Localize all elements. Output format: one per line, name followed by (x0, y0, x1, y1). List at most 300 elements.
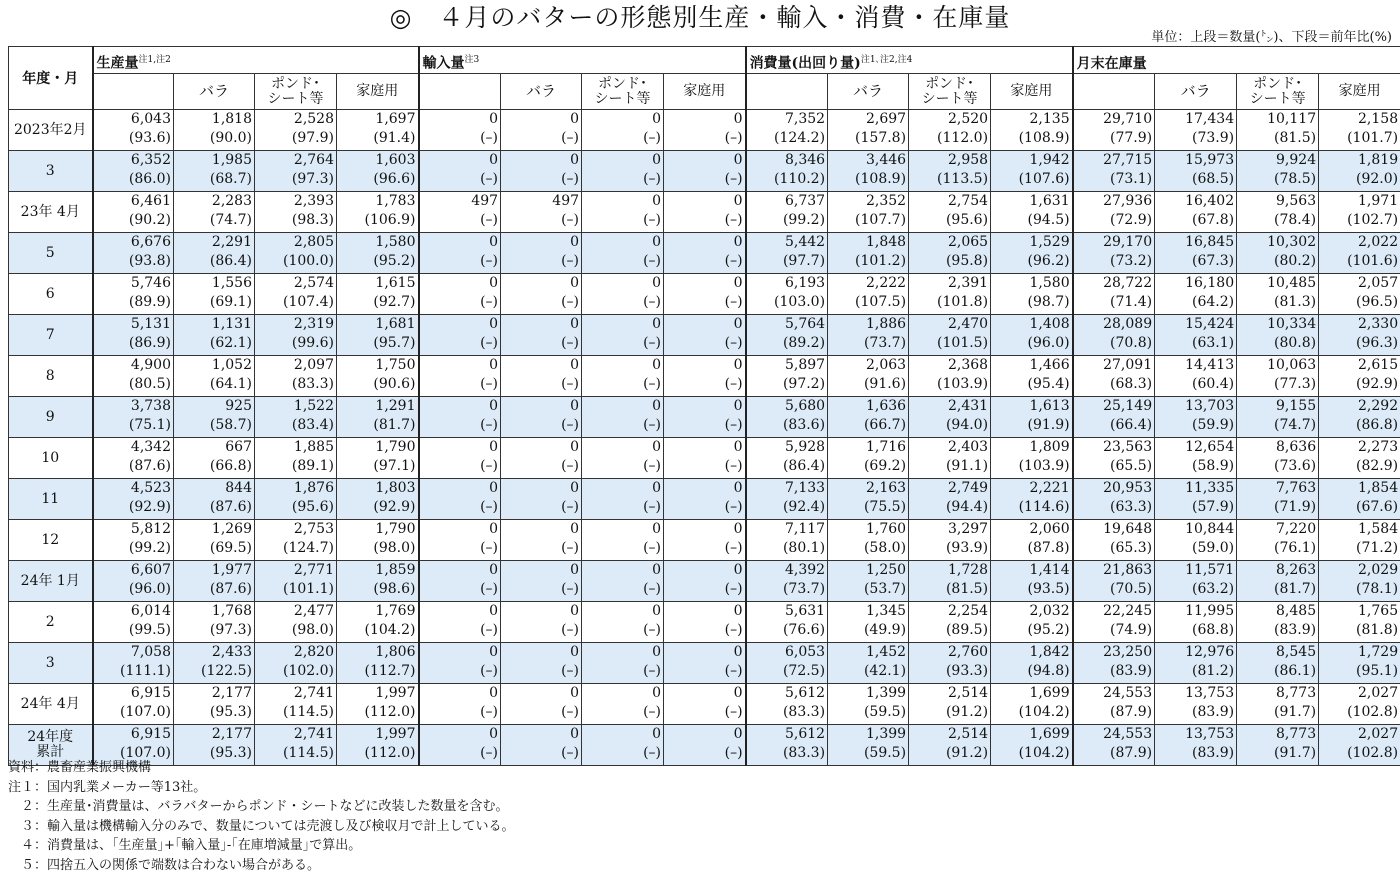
data-cell: 2,391 (101.8) (909, 274, 991, 315)
data-cell: 1,985 (68.7) (174, 151, 255, 192)
data-cell: 0 (–) (419, 151, 501, 192)
header-production: 生産量$^{注1,注2}$ (93, 47, 419, 74)
data-cell: 0 (–) (582, 520, 664, 561)
data-cell: 2,368 (103.9) (909, 356, 991, 397)
data-cell: 8,545 (86.1) (1237, 643, 1319, 684)
data-cell: 2,403 (91.1) (909, 438, 991, 479)
data-cell: 0 (–) (582, 356, 664, 397)
data-cell: 2,805 (100.0) (255, 233, 337, 274)
data-cell: 1,997 (112.0) (337, 684, 419, 725)
data-cell: 2,177 (95.3) (174, 725, 255, 766)
data-cell: 5,612 (83.3) (746, 725, 828, 766)
data-cell: 1,603 (96.6) (337, 151, 419, 192)
data-cell: 16,402 (67.8) (1155, 192, 1237, 233)
data-cell: 0 (–) (664, 110, 746, 151)
data-cell: 1,769 (104.2) (337, 602, 419, 643)
data-cell: 0 (–) (419, 315, 501, 356)
data-cell: 17,434 (73.9) (1155, 110, 1237, 151)
header-bara: バラ (501, 74, 582, 110)
data-cell: 0 (–) (582, 479, 664, 520)
data-cell: 5,928 (86.4) (746, 438, 828, 479)
data-cell: 1,809 (103.9) (991, 438, 1073, 479)
data-cell: 2,615 (92.9) (1319, 356, 1400, 397)
table-row (9, 110, 1400, 151)
data-cell: 1,783 (106.9) (337, 192, 419, 233)
data-cell: 0 (–) (419, 602, 501, 643)
data-cell: 1,699 (104.2) (991, 684, 1073, 725)
data-cell: 1,765 (81.8) (1319, 602, 1400, 643)
data-cell: 0 (–) (501, 725, 582, 766)
data-cell: 10,485 (81.3) (1237, 274, 1319, 315)
data-cell: 21,863 (70.5) (1073, 561, 1155, 602)
data-cell: 0 (–) (501, 315, 582, 356)
row-label: 11 (9, 479, 93, 520)
data-cell: 0 (–) (664, 561, 746, 602)
header-home-use: 家庭用 (337, 74, 419, 110)
data-cell: 6,053 (72.5) (746, 643, 828, 684)
data-cell: 6,607 (96.0) (93, 561, 174, 602)
data-cell: 0 (–) (501, 438, 582, 479)
data-cell: 5,442 (97.7) (746, 233, 828, 274)
data-cell: 15,973 (68.5) (1155, 151, 1237, 192)
data-cell: 0 (–) (582, 725, 664, 766)
data-cell: 5,131 (86.9) (93, 315, 174, 356)
table-row (9, 643, 1400, 684)
data-cell: 29,170 (73.2) (1073, 233, 1155, 274)
table-row (9, 479, 1400, 520)
data-cell: 2,158 (101.7) (1319, 110, 1400, 151)
header-pound-sheet: ポンド･ シート等 (582, 74, 664, 110)
data-cell: 2,330 (96.3) (1319, 315, 1400, 356)
data-cell: 3,297 (93.9) (909, 520, 991, 561)
data-cell: 1,399 (59.5) (828, 684, 909, 725)
data-cell: 2,032 (95.2) (991, 602, 1073, 643)
row-label: 8 (9, 356, 93, 397)
data-cell: 0 (–) (501, 479, 582, 520)
row-label: 2023年2月 (9, 110, 93, 151)
data-cell: 1,729 (95.1) (1319, 643, 1400, 684)
header-bara: バラ (1155, 74, 1237, 110)
header-stock: 月末在庫量 (1073, 47, 1400, 74)
row-label: 24年 1月 (9, 561, 93, 602)
header-bara: バラ (174, 74, 255, 110)
data-cell: 0 (–) (582, 151, 664, 192)
data-cell: 0 (–) (664, 438, 746, 479)
data-cell: 1,631 (94.5) (991, 192, 1073, 233)
data-cell: 2,477 (98.0) (255, 602, 337, 643)
data-cell: 7,220 (76.1) (1237, 520, 1319, 561)
data-cell: 2,022 (101.6) (1319, 233, 1400, 274)
data-cell: 27,091 (68.3) (1073, 356, 1155, 397)
data-cell: 27,936 (72.9) (1073, 192, 1155, 233)
data-cell: 10,117 (81.5) (1237, 110, 1319, 151)
data-cell: 8,773 (91.7) (1237, 684, 1319, 725)
header-total-cell (93, 74, 174, 110)
data-cell: 2,060 (87.8) (991, 520, 1073, 561)
data-cell: 0 (–) (419, 110, 501, 151)
data-cell: 7,133 (92.4) (746, 479, 828, 520)
data-cell: 0 (–) (582, 438, 664, 479)
data-cell: 1,636 (66.7) (828, 397, 909, 438)
data-cell: 0 (–) (501, 643, 582, 684)
data-cell: 4,392 (73.7) (746, 561, 828, 602)
data-cell: 1,790 (98.0) (337, 520, 419, 561)
data-cell: 0 (–) (582, 684, 664, 725)
data-cell: 2,764 (97.3) (255, 151, 337, 192)
data-cell: 1,885 (89.1) (255, 438, 337, 479)
data-cell: 22,245 (74.9) (1073, 602, 1155, 643)
data-cell: 0 (–) (501, 602, 582, 643)
data-cell: 16,180 (64.2) (1155, 274, 1237, 315)
table-row (9, 233, 1400, 274)
data-cell: 10,844 (59.0) (1155, 520, 1237, 561)
data-cell: 1,854 (67.6) (1319, 479, 1400, 520)
data-cell: 2,433 (122.5) (174, 643, 255, 684)
data-cell: 2,741 (114.5) (255, 684, 337, 725)
row-label: 24年 4月 (9, 684, 93, 725)
data-cell: 5,764 (89.2) (746, 315, 828, 356)
header-pound-sheet: ポンド･ シート等 (1237, 74, 1319, 110)
data-cell: 2,741 (114.5) (255, 725, 337, 766)
data-cell: 1,997 (112.0) (337, 725, 419, 766)
data-cell: 0 (–) (664, 315, 746, 356)
data-cell: 0 (–) (582, 602, 664, 643)
data-cell: 1,842 (94.8) (991, 643, 1073, 684)
data-cell: 1,977 (87.6) (174, 561, 255, 602)
data-cell: 5,746 (89.9) (93, 274, 174, 315)
data-cell: 0 (–) (582, 192, 664, 233)
data-cell: 1,250 (53.7) (828, 561, 909, 602)
data-cell: 7,352 (124.2) (746, 110, 828, 151)
row-label: 9 (9, 397, 93, 438)
data-cell: 0 (–) (501, 274, 582, 315)
footnote-line: 注１：国内乳業メーカー等13社。 (8, 779, 207, 795)
data-cell: 1,750 (90.6) (337, 356, 419, 397)
data-cell: 0 (–) (582, 561, 664, 602)
data-cell: 1,452 (42.1) (828, 643, 909, 684)
data-cell: 1,971 (102.7) (1319, 192, 1400, 233)
data-cell: 925 (58.7) (174, 397, 255, 438)
data-cell: 2,065 (95.8) (909, 233, 991, 274)
table-row (9, 397, 1400, 438)
data-cell: 1,466 (95.4) (991, 356, 1073, 397)
data-cell: 2,292 (86.8) (1319, 397, 1400, 438)
data-cell: 0 (–) (419, 438, 501, 479)
data-cell: 2,393 (98.3) (255, 192, 337, 233)
data-cell: 0 (–) (501, 561, 582, 602)
data-cell: 2,753 (124.7) (255, 520, 337, 561)
data-cell: 0 (–) (664, 233, 746, 274)
data-cell: 10,302 (80.2) (1237, 233, 1319, 274)
data-cell: 1,414 (93.5) (991, 561, 1073, 602)
data-cell: 0 (–) (501, 356, 582, 397)
data-cell: 12,976 (81.2) (1155, 643, 1237, 684)
data-cell: 2,291 (86.4) (174, 233, 255, 274)
data-cell: 0 (–) (419, 643, 501, 684)
data-cell: 2,027 (102.8) (1319, 684, 1400, 725)
data-cell: 2,221 (114.6) (991, 479, 1073, 520)
table-row (9, 602, 1400, 643)
data-cell: 1,886 (73.7) (828, 315, 909, 356)
data-cell: 1,345 (49.9) (828, 602, 909, 643)
footnote-line: ３：輸入量は機構輸入分のみで、数量については売渡し及び検収月で計上している。 (8, 818, 515, 834)
data-cell: 14,413 (60.4) (1155, 356, 1237, 397)
unit-note: 単位：上段＝数量(㌧)、下段＝前年比(%) (1151, 30, 1392, 45)
data-cell: 9,563 (78.4) (1237, 192, 1319, 233)
data-cell: 1,580 (95.2) (337, 233, 419, 274)
data-cell: 1,291 (81.7) (337, 397, 419, 438)
table-row (9, 438, 1400, 479)
data-cell: 16,845 (67.3) (1155, 233, 1237, 274)
data-cell: 2,254 (89.5) (909, 602, 991, 643)
data-cell: 2,431 (94.0) (909, 397, 991, 438)
footnotes (8, 758, 514, 875)
data-cell: 1,728 (81.5) (909, 561, 991, 602)
data-cell: 5,631 (76.6) (746, 602, 828, 643)
row-label: 7 (9, 315, 93, 356)
header-year-month: 年度・月 (9, 47, 93, 110)
data-cell: 20,953 (63.3) (1073, 479, 1155, 520)
data-cell: 6,193 (103.0) (746, 274, 828, 315)
row-label: 24年度 累計 (9, 725, 93, 766)
data-cell: 1,716 (69.2) (828, 438, 909, 479)
data-cell: 29,710 (77.9) (1073, 110, 1155, 151)
data-cell: 6,737 (99.2) (746, 192, 828, 233)
butter-table (8, 46, 1400, 766)
data-cell: 4,342 (87.6) (93, 438, 174, 479)
data-cell: 2,063 (91.6) (828, 356, 909, 397)
data-cell: 2,222 (107.5) (828, 274, 909, 315)
data-cell: 4,900 (80.5) (93, 356, 174, 397)
data-cell: 497 (–) (501, 192, 582, 233)
data-cell: 5,612 (83.3) (746, 684, 828, 725)
data-cell: 13,753 (83.9) (1155, 725, 1237, 766)
data-cell: 28,089 (70.8) (1073, 315, 1155, 356)
data-cell: 2,514 (91.2) (909, 725, 991, 766)
data-cell: 1,269 (69.5) (174, 520, 255, 561)
data-cell: 6,043 (93.6) (93, 110, 174, 151)
data-cell: 2,470 (101.5) (909, 315, 991, 356)
data-cell: 0 (–) (664, 520, 746, 561)
data-cell: 24,553 (87.9) (1073, 684, 1155, 725)
table-row (9, 151, 1400, 192)
row-label: 10 (9, 438, 93, 479)
data-cell: 0 (–) (501, 233, 582, 274)
data-cell: 0 (–) (664, 479, 746, 520)
data-cell: 2,749 (94.4) (909, 479, 991, 520)
data-cell: 2,760 (93.3) (909, 643, 991, 684)
data-cell: 2,520 (112.0) (909, 110, 991, 151)
data-cell: 2,574 (107.4) (255, 274, 337, 315)
header-total-cell (1073, 74, 1155, 110)
data-cell: 2,771 (101.1) (255, 561, 337, 602)
header-home-use: 家庭用 (664, 74, 746, 110)
data-cell: 1,859 (98.6) (337, 561, 419, 602)
row-label: 2 (9, 602, 93, 643)
data-cell: 1,408 (96.0) (991, 315, 1073, 356)
data-cell: 1,803 (92.9) (337, 479, 419, 520)
data-cell: 11,995 (68.8) (1155, 602, 1237, 643)
data-cell: 19,648 (65.3) (1073, 520, 1155, 561)
data-cell: 2,319 (99.6) (255, 315, 337, 356)
table-row (9, 274, 1400, 315)
data-cell: 0 (–) (419, 684, 501, 725)
data-cell: 23,563 (65.5) (1073, 438, 1155, 479)
data-cell: 1,584 (71.2) (1319, 520, 1400, 561)
table-row (9, 520, 1400, 561)
data-cell: 1,876 (95.6) (255, 479, 337, 520)
data-cell: 667 (66.8) (174, 438, 255, 479)
data-cell: 8,773 (91.7) (1237, 725, 1319, 766)
header-home-use: 家庭用 (991, 74, 1073, 110)
data-cell: 0 (–) (501, 520, 582, 561)
data-cell: 0 (–) (419, 397, 501, 438)
data-cell: 2,029 (78.1) (1319, 561, 1400, 602)
data-cell: 8,485 (83.9) (1237, 602, 1319, 643)
data-cell: 1,790 (97.1) (337, 438, 419, 479)
data-cell: 1,052 (64.1) (174, 356, 255, 397)
data-cell: 1,556 (69.1) (174, 274, 255, 315)
row-label: 3 (9, 643, 93, 684)
data-cell: 6,461 (90.2) (93, 192, 174, 233)
data-cell: 3,446 (108.9) (828, 151, 909, 192)
data-cell: 7,117 (80.1) (746, 520, 828, 561)
data-cell: 0 (–) (419, 520, 501, 561)
data-cell: 0 (–) (664, 643, 746, 684)
footnote-line: ２：生産量･消費量は、バラバターからポンド・シートなどに改装した数量を含む。 (8, 799, 509, 814)
data-cell: 1,580 (98.7) (991, 274, 1073, 315)
data-cell: 0 (–) (419, 561, 501, 602)
data-cell: 8,346 (110.2) (746, 151, 828, 192)
data-cell: 1,942 (107.6) (991, 151, 1073, 192)
header-pound-sheet: ポンド･ シート等 (909, 74, 991, 110)
header-bara: バラ (828, 74, 909, 110)
data-cell: 25,149 (66.4) (1073, 397, 1155, 438)
data-cell: 0 (–) (664, 356, 746, 397)
data-cell: 0 (–) (582, 397, 664, 438)
header-home-use: 家庭用 (1319, 74, 1400, 110)
data-cell: 7,058 (111.1) (93, 643, 174, 684)
data-cell: 6,915 (107.0) (93, 684, 174, 725)
data-cell: 2,057 (96.5) (1319, 274, 1400, 315)
data-cell: 2,135 (108.9) (991, 110, 1073, 151)
data-cell: 5,680 (83.6) (746, 397, 828, 438)
data-cell: 6,352 (86.0) (93, 151, 174, 192)
table-row (9, 356, 1400, 397)
data-cell: 0 (–) (664, 397, 746, 438)
data-cell: 8,636 (73.6) (1237, 438, 1319, 479)
data-cell: 1,131 (62.1) (174, 315, 255, 356)
data-cell: 1,818 (90.0) (174, 110, 255, 151)
data-cell: 0 (–) (419, 233, 501, 274)
data-cell: 6,676 (93.8) (93, 233, 174, 274)
data-cell: 0 (–) (501, 684, 582, 725)
row-label: 12 (9, 520, 93, 561)
data-cell: 10,334 (80.8) (1237, 315, 1319, 356)
data-cell: 2,697 (157.8) (828, 110, 909, 151)
data-cell: 8,263 (81.7) (1237, 561, 1319, 602)
data-cell: 1,760 (58.0) (828, 520, 909, 561)
table-row (9, 315, 1400, 356)
page-title: ◎ ４月のバターの形態別生産・輸入・消費・在庫量 (389, 3, 1011, 32)
header-total-cell (746, 74, 828, 110)
row-label: 3 (9, 151, 93, 192)
data-cell: 6,014 (99.5) (93, 602, 174, 643)
data-cell: 2,177 (95.3) (174, 684, 255, 725)
data-cell: 9,924 (78.5) (1237, 151, 1319, 192)
data-cell: 1,697 (91.4) (337, 110, 419, 151)
data-cell: 0 (–) (419, 725, 501, 766)
data-cell: 1,529 (96.2) (991, 233, 1073, 274)
table-row (9, 192, 1400, 233)
data-cell: 11,335 (57.9) (1155, 479, 1237, 520)
data-cell: 844 (87.6) (174, 479, 255, 520)
data-cell: 1,806 (112.7) (337, 643, 419, 684)
data-cell: 1,399 (59.5) (828, 725, 909, 766)
data-cell: 10,063 (77.3) (1237, 356, 1319, 397)
row-label: 5 (9, 233, 93, 274)
data-cell: 0 (–) (664, 192, 746, 233)
data-cell: 0 (–) (582, 110, 664, 151)
data-cell: 1,681 (95.7) (337, 315, 419, 356)
data-cell: 28,722 (71.4) (1073, 274, 1155, 315)
footnote-line: 資料：農畜産業振興機構 (8, 760, 152, 775)
footnote-line: ４：消費量は、｢生産量｣+｢輸入量｣-｢在庫増減量｣で算出。 (8, 838, 362, 853)
data-cell: 2,097 (83.3) (255, 356, 337, 397)
data-cell: 0 (–) (501, 397, 582, 438)
data-cell: 4,523 (92.9) (93, 479, 174, 520)
data-cell: 15,424 (63.1) (1155, 315, 1237, 356)
header-pound-sheet: ポンド･ シート等 (255, 74, 337, 110)
data-cell: 2,163 (75.5) (828, 479, 909, 520)
data-cell: 2,958 (113.5) (909, 151, 991, 192)
data-cell: 23,250 (83.9) (1073, 643, 1155, 684)
data-cell: 1,848 (101.2) (828, 233, 909, 274)
data-cell: 27,715 (73.1) (1073, 151, 1155, 192)
data-cell: 0 (–) (582, 233, 664, 274)
data-cell: 0 (–) (582, 643, 664, 684)
data-cell: 24,553 (87.9) (1073, 725, 1155, 766)
header-consumption: 消費量(出回り量)$^{注1､注2,注4}$ (746, 47, 1073, 74)
data-cell: 1,699 (104.2) (991, 725, 1073, 766)
row-label: 23年 4月 (9, 192, 93, 233)
table-row (9, 561, 1400, 602)
table-row (9, 684, 1400, 725)
data-cell: 6,915 (107.0) (93, 725, 174, 766)
data-cell: 497 (–) (419, 192, 501, 233)
data-cell: 2,352 (107.7) (828, 192, 909, 233)
data-cell: 2,514 (91.2) (909, 684, 991, 725)
data-cell: 1,768 (97.3) (174, 602, 255, 643)
data-cell: 0 (–) (419, 274, 501, 315)
data-cell: 11,571 (63.2) (1155, 561, 1237, 602)
data-cell: 2,754 (95.6) (909, 192, 991, 233)
data-cell: 1,522 (83.4) (255, 397, 337, 438)
data-cell: 0 (–) (582, 315, 664, 356)
data-cell: 0 (–) (501, 110, 582, 151)
data-cell: 3,738 (75.1) (93, 397, 174, 438)
data-cell: 2,820 (102.0) (255, 643, 337, 684)
data-cell: 0 (–) (419, 356, 501, 397)
data-cell: 0 (–) (664, 274, 746, 315)
data-cell: 5,897 (97.2) (746, 356, 828, 397)
data-cell: 9,155 (74.7) (1237, 397, 1319, 438)
data-cell: 7,763 (71.9) (1237, 479, 1319, 520)
data-cell: 0 (–) (501, 151, 582, 192)
data-cell: 1,615 (92.7) (337, 274, 419, 315)
row-label: 6 (9, 274, 93, 315)
data-cell: 1,819 (92.0) (1319, 151, 1400, 192)
